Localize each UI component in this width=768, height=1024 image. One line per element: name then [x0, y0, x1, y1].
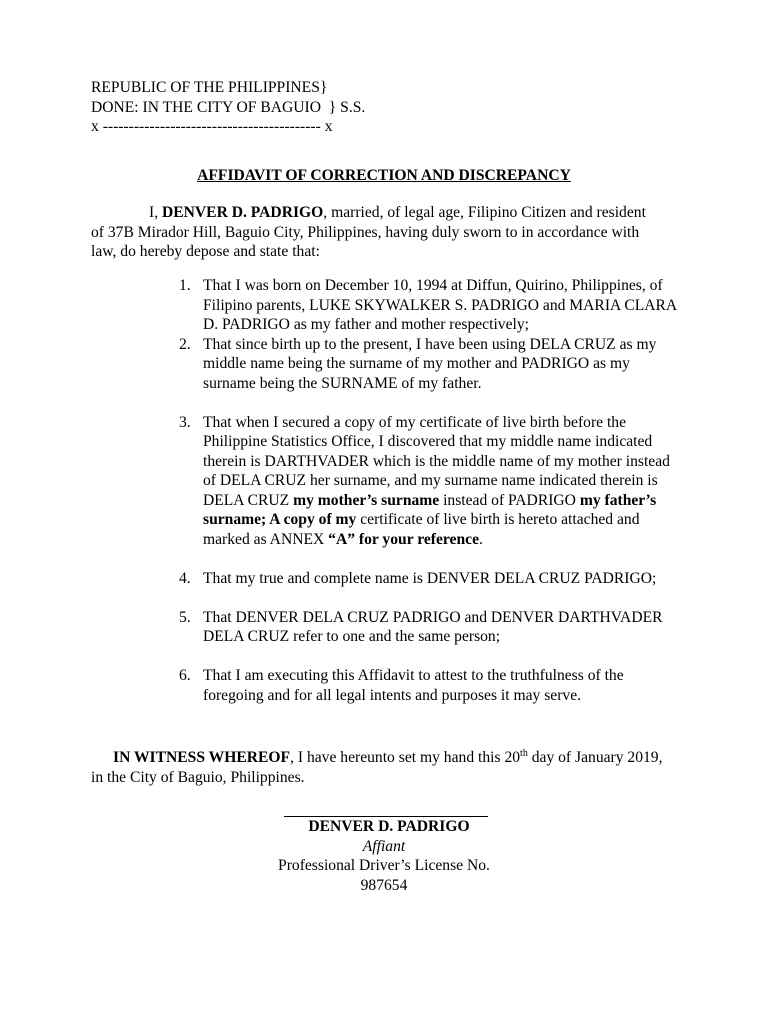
- item-bold: my father’s surname; A copy of my: [203, 491, 657, 528]
- document-header: [91, 78, 511, 137]
- item-number: 4.: [179, 569, 191, 587]
- item-text: That I am executing this Affidavit to attest to the truthfulness of the foregoing and for all legal intents and purposes it may serve.: [203, 667, 624, 704]
- item-bold: my mother’s surname: [293, 491, 440, 509]
- item-bold: “A” for your reference: [328, 530, 479, 548]
- signature-line: [284, 798, 488, 817]
- signatory-role: Affiant: [362, 837, 406, 855]
- affiant-name: DENVER D. PADRIGO: [162, 204, 324, 221]
- item-text: That DENVER DELA CRUZ PADRIGO and DENVER DARTHVADER DELA CRUZ refer to one and the same person;: [203, 608, 663, 645]
- statement-item-3: [179, 413, 679, 550]
- statement-item-4: [179, 569, 679, 589]
- statement-item-6: [179, 666, 679, 705]
- header-divider: x ------------------------------------------ x: [91, 118, 333, 135]
- item-number: 5.: [179, 608, 191, 626]
- intro-post: , married, of legal age, Filipino Citizen and resident of 37B Mirador Hill, Baguio City, Philippines, having duly sworn to in accordance with law, do hereby depose and state that:: [91, 204, 646, 260]
- statement-item-2: [179, 335, 679, 394]
- item-number: 1.: [179, 277, 191, 294]
- license-label: Professional Driver’s License No.: [278, 857, 490, 874]
- signature-block: [0, 798, 768, 895]
- signatory-name: DENVER D. PADRIGO: [308, 818, 470, 835]
- item-text: That my true and complete name is DENVER DELA CRUZ PADRIGO;: [203, 569, 657, 587]
- intro-paragraph: [91, 203, 661, 262]
- item-text: That when I secured a copy of my certificate of live birth before the Philippine Statistics Office, I discovered that my middle name indicated therein is DARTHVADER which is the middle name of my mother instead of DELA CRUZ her surname, and my surname name indicated therein is DELA CRUZ: [203, 413, 670, 509]
- item-text: .: [479, 530, 483, 548]
- item-text: That since birth up to the present, I have been using DELA CRUZ as my middle name being the surname of my mother and PADRIGO as my surname being the SURNAME of my father.: [203, 335, 657, 392]
- item-number: 2.: [179, 335, 191, 353]
- header-city: DONE: IN THE CITY OF BAGUIO } S.S.: [91, 98, 366, 116]
- item-number: 6.: [179, 667, 191, 684]
- witness-heading: IN WITNESS WHEREOF: [113, 749, 291, 766]
- witness-paragraph: [91, 748, 671, 787]
- witness-text: day of January 2019, in the City of Baguio, Philippines.: [91, 749, 663, 786]
- item-text: certificate of live birth is hereto attached and marked as ANNEX: [203, 511, 640, 548]
- statement-item-1: [179, 276, 679, 335]
- statement-item-5: [179, 608, 679, 647]
- item-number: 3.: [179, 413, 191, 431]
- header-republic: REPUBLIC OF THE PHILIPPINES}: [91, 79, 328, 96]
- license-number: 987654: [360, 876, 408, 894]
- item-text: That I was born on December 10, 1994 at Diffun, Quirino, Philippines, of Filipino parents, LUKE SKYWALKER S. PADRIGO and MARIA CLARA D. PADRIGO as my father and mother respectively;: [203, 277, 677, 333]
- witness-text: , I have hereunto set my hand this 20: [290, 749, 521, 766]
- witness-sup: th: [520, 747, 528, 759]
- item-text: instead of PADRIGO: [439, 491, 580, 509]
- intro-pre: I,: [149, 204, 162, 221]
- statement-list: [179, 276, 679, 705]
- document-title: AFFIDAVIT OF CORRECTION AND DISCREPANCY: [197, 167, 571, 184]
